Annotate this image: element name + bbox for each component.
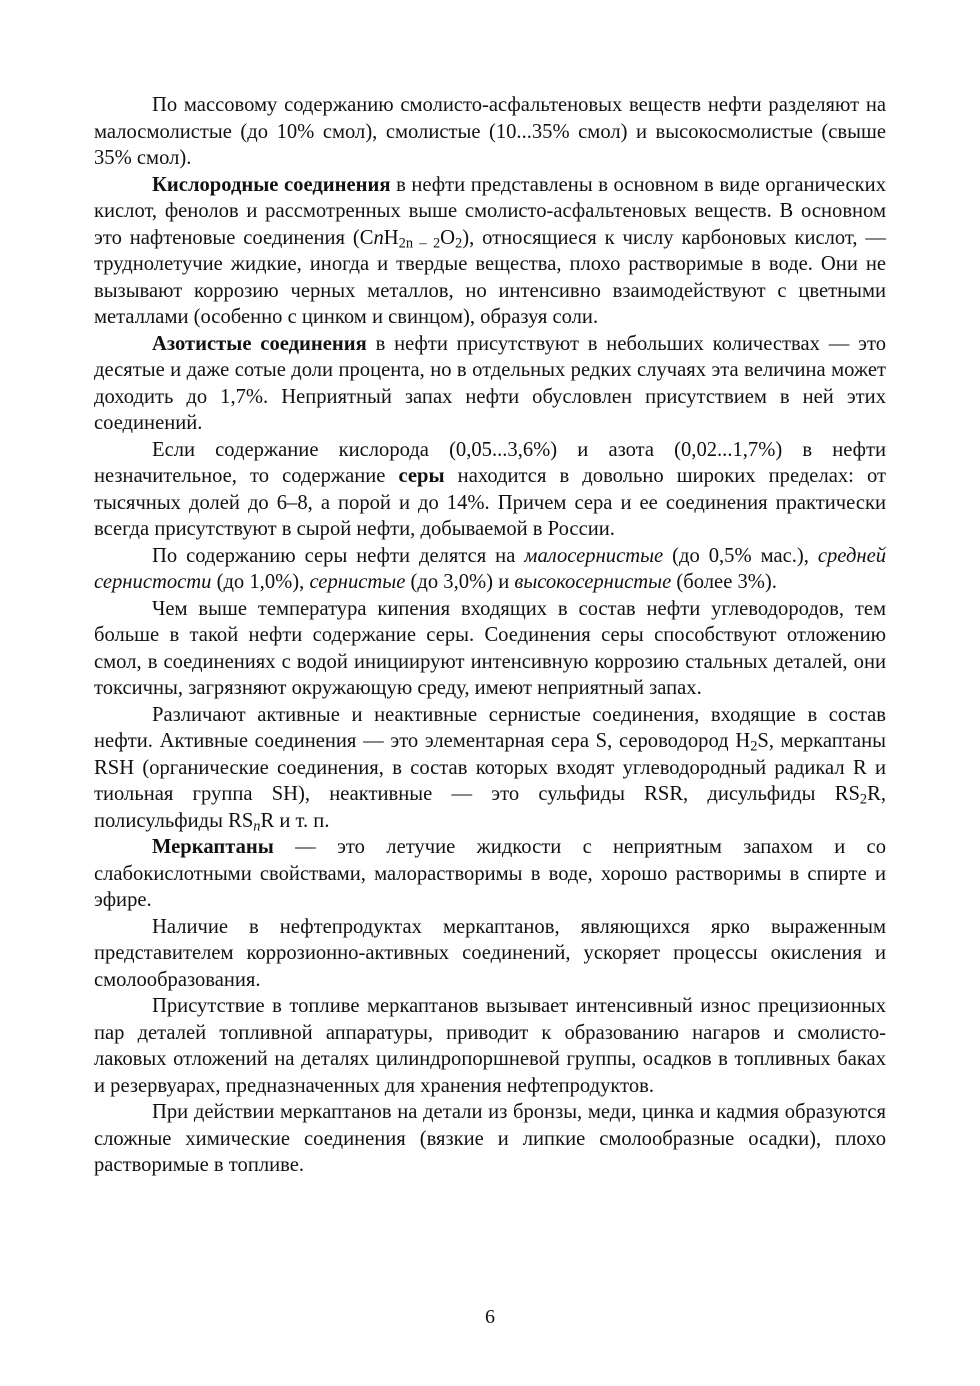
paragraph-text: R, полисульфиды RS — [94, 783, 886, 832]
term-sulfurous: сернистые — [309, 571, 406, 593]
term-nitrogen-compounds: Азотистые соединения — [152, 332, 367, 355]
paragraph-text: По содержанию серы нефти делятся на — [152, 544, 525, 567]
paragraph-text: При действии меркаптанов на детали из бронзы, меди, цинка и кадмия образуются сложные химические соединения (вязкие и липкие смолообразные осадки), плохо растворимые в топливе. — [94, 1101, 886, 1176]
paragraph-text: Если содержание кислорода (0,05...3,6%) и азота (0,02...1,7%) в нефти незначительное, то содержание — [94, 438, 886, 487]
subscript-2: 2 — [750, 738, 758, 755]
subscript-n: n — [253, 818, 261, 835]
paragraph-wear — [94, 993, 886, 1099]
paragraph-nitrogen-compounds — [94, 331, 886, 437]
page-number: 6 — [485, 1306, 495, 1328]
paragraph-text: S, меркаптаны RSH (органические соединения, в состав которых входят углеводородный радикал R и тиольная группа SH), неактивные — это сульфиды RSR, дисульфиды RS — [94, 730, 886, 805]
paragraph-text: По массовому содержанию смолисто-асфальтеновых веществ нефти разделяют на малосмолистые (до 10% смол), смолистые (10...35% смол) и высокосмолистые (свыше 35% смол). — [94, 94, 886, 169]
paragraph-text: — это летучие жидкости с неприятным запахом и со слабокислотными свойствами, малорастворимы в воде, хорошо растворимы в спирте и эфире. — [94, 836, 886, 911]
formula-subscript-2: 2 — [455, 235, 463, 252]
paragraph-text: (до 0,5% мас.), — [663, 544, 818, 567]
page-body — [94, 92, 886, 1179]
term-medium-sulfur: средней сернистости — [94, 544, 887, 593]
formula-subscript: 2n – 2 — [398, 235, 441, 252]
paragraph-text: ), относящиеся к числу карбоновых кислот, — труднолетучие жидкие, иногда и твердые вещества, плохо растворимые в воде. Они не вызывают коррозию черных металлов, но интенсивно взаимодействуют с цветными металлами (особенно с цинком и свинцом), образуя соли. — [94, 226, 886, 328]
formula-index-n: n — [373, 226, 384, 249]
term-sulfur: серы — [398, 465, 445, 487]
term-low-sulfur: малосернистые — [524, 544, 664, 567]
paragraph-sulfur-content — [94, 437, 886, 543]
paragraph-text: (до 3,0%) и — [405, 571, 515, 593]
paragraph-text: Чем выше температура кипения входящих в состав нефти углеводородов, тем больше в такой нефти содержание серы. Соединения серы способствуют отложению смол, в соединениях с водой инициируют интенсивную коррозию стальных деталей, они токсичны, загрязняют окружающую среду, имеют неприятный запах. — [94, 597, 886, 699]
term-mercaptans: Меркаптаны — [152, 836, 274, 858]
paragraph-text: R и т. п. — [260, 809, 330, 832]
paragraph-mercaptans — [94, 834, 886, 914]
paragraph-corrosion — [94, 914, 886, 994]
term-oxygen-compounds: Кислородные соединения — [152, 173, 391, 196]
paragraph-active-inactive — [94, 702, 886, 835]
paragraph-boiling-temperature — [94, 596, 886, 702]
paragraph-text: (до 1,0%), — [211, 571, 310, 593]
paragraph-text: в нефти присутствуют в небольших количествах — это десятые и даже сотые доли процента, но в отдельных редких случаях эта величина может доходить до 1,7%. Неприятный запах нефти обусловлен присутствием в ней этих соединений. — [94, 332, 886, 434]
paragraph-text: Наличие в нефтепродуктах меркаптанов, являющихся ярко выраженным представителем коррозионно-активных соединений, ускоряет процессы окисления и смолообразования. — [94, 915, 886, 991]
subscript-2: 2 — [859, 791, 868, 808]
paragraph-text: в нефти представлены в основном в виде органических кислот, фенолов и рассмотренных выше смолисто-асфальтеновых веществ. В основном это нафтеновые соединения (C — [94, 173, 886, 249]
paragraph-text: находится в довольно широких пределах: от тысячных долей до 6–8, а порой и до 14%. Причем сера и ее соединения практически всегда присутствуют в сырой нефти, добываемой в России. — [94, 465, 886, 540]
paragraph-text: (более 3%). — [671, 571, 777, 593]
paragraph-metals — [94, 1099, 886, 1179]
paragraph-text: Присутствие в топливе меркаптанов вызывает интенсивный износ прецизионных пар деталей топливной аппаратуры, приводит к образованию нагаров и смолисто-лаковых отложений на деталях цилиндропоршневой группы, осадков в топливных баках и резервуарах, предназначенных для хранения нефтепродуктов. — [94, 995, 886, 1097]
paragraph-text: Различают активные и неактивные сернистые соединения, входящие в состав нефти. Активные соединения — это элементарная сера S, сероводород H — [94, 703, 886, 752]
paragraph-resin-content — [94, 92, 886, 172]
paragraph-sulfur-classes — [94, 543, 886, 596]
formula-h: H — [383, 226, 399, 249]
paragraph-oxygen-compounds — [94, 172, 886, 331]
term-high-sulfur: высокосернистые — [514, 571, 672, 593]
formula-o: O — [440, 226, 456, 249]
